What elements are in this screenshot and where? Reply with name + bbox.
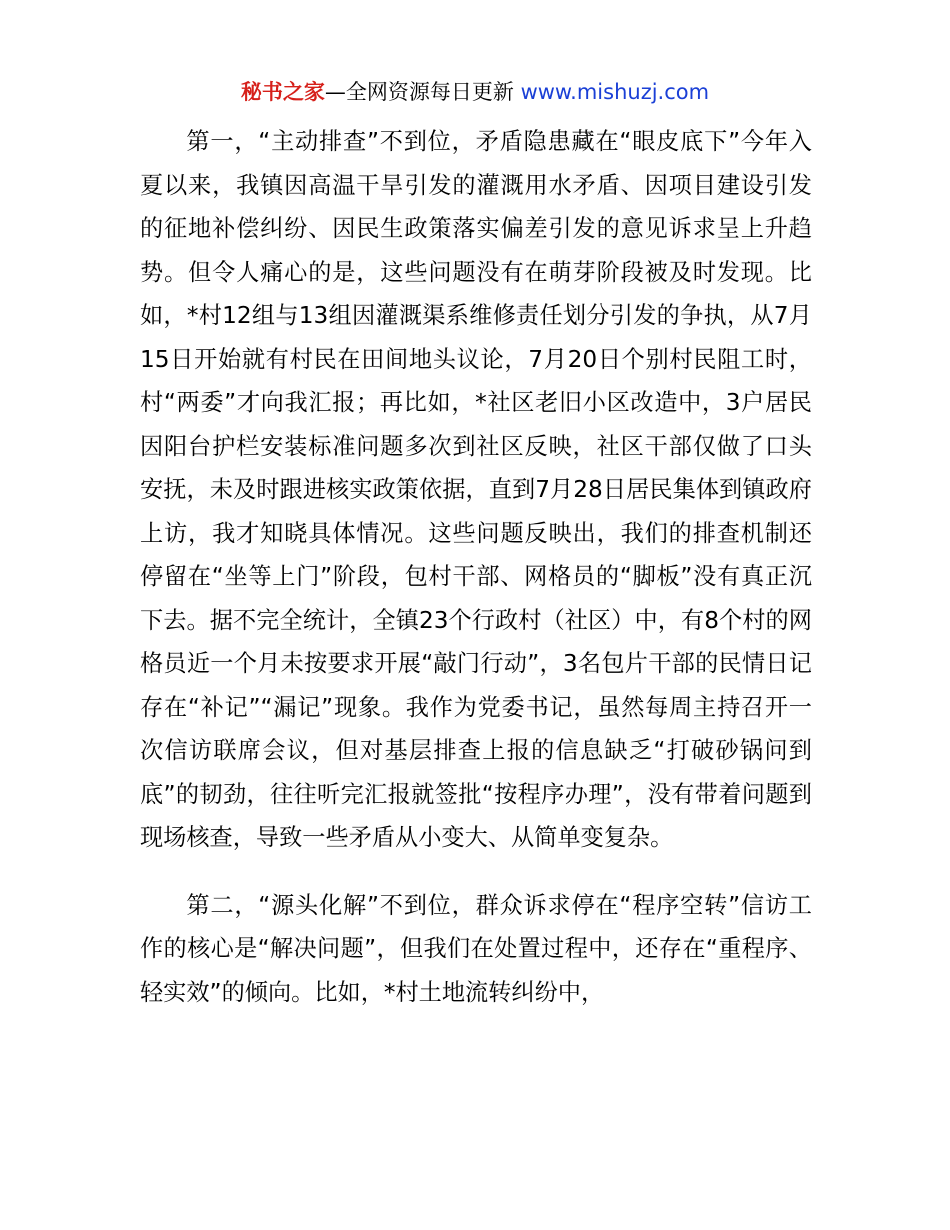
paragraph-text: 今年入夏以来，我镇因高温干旱引发的灌溉用水矛盾、因项目建设引发的征地补偿纠纷、因民生政策落实偏差引发的意见诉求呈上升趋势。但令人痛心的是，这些问题没有在萌芽阶段被及时发现。比如，*村12组与13组因灌溉渠系维修责任划分引发的争执，从7月15日开始就有村民在田间地头议论，7月20日个别村民阻工时，村“两委”才向我汇报；再比如，*社区老旧小区改造中，3户居民因阳台护栏安装标准问题多次到社区反映，社区干部仅做了口头安抚，未及时跟进核实政策依据，直到7月28日居民集体到镇政府上访，我才知晓具体情况。这些问题反映出，我们的排查机制还停留在“坐等上门”阶段，包村干部、网格员的“脚板”没有真正沉下去。据不完全统计，全镇23个行政村（社区）中，有8个村的网格员近一个月未按要求开展“敲门行动”，3名包片干部的民情日记存在“补记”“漏记”现象。我作为党委书记，虽然每周主持召开一次信访联席会议，但对基层排查上报的信息缺乏“打破砂锅问到底”的韧劲，往往听完汇报就签批“按程序办理”，没有带着问题到现场核查，导致一些矛盾从小变大、从简单变复杂。 [140, 128, 812, 851]
brand-name: 秘书之家 [240, 80, 325, 104]
header-tagline: —全网资源每日更新 [324, 80, 521, 104]
paragraph-text: 信访工作的核心是“解决问题”，但我们在处置过程中，还存在“重程序、轻实效”的倾向。比如，*村土地流转纠纷中， [140, 891, 812, 1006]
site-header [0, 76, 950, 108]
site-url-link[interactable]: www.mishuzj.com [520, 80, 710, 104]
document-body [140, 120, 812, 1014]
paragraph-heading: 第二，“源头化解”不到位，群众诉求停在“程序空转” [186, 891, 741, 919]
paragraph-heading: 第一，“主动排查”不到位，矛盾隐患藏在“眼皮底下” [186, 128, 741, 155]
paragraph [140, 120, 812, 860]
paragraph [140, 884, 812, 1015]
